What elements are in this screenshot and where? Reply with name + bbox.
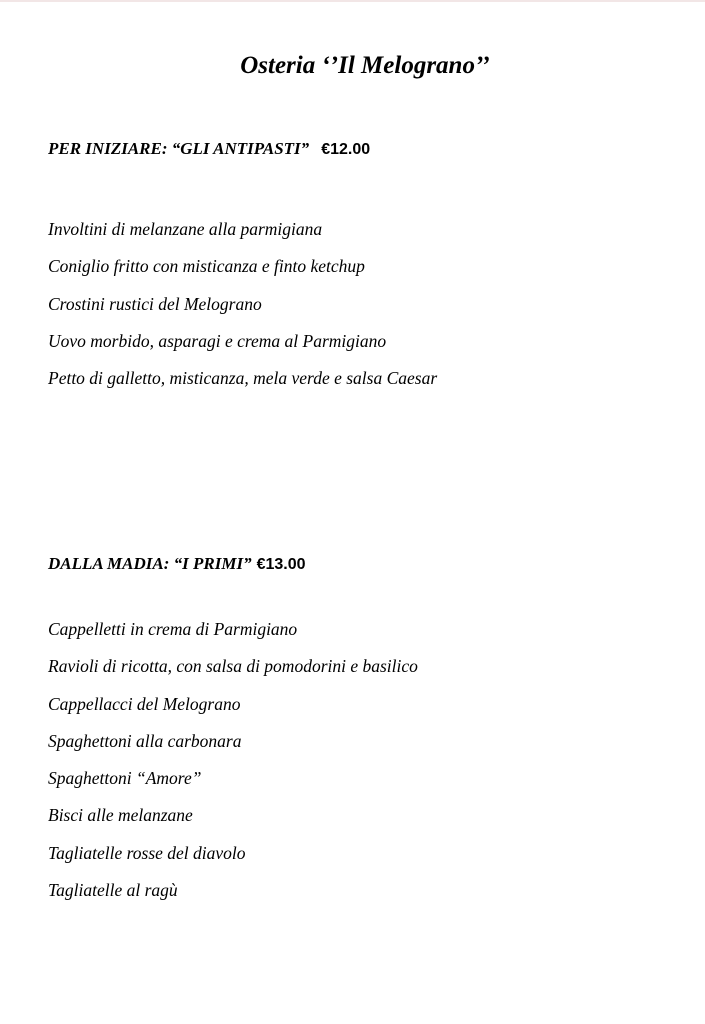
antipasti-item: Petto di galletto, misticanza, mela verde e salsa Caesar (48, 368, 438, 389)
antipasti-price: €12.00 (321, 141, 371, 158)
antipasti-heading-text: PER INIZIARE: “GLI ANTIPASTI” (48, 139, 310, 158)
primi-heading-text: DALLA MADIA: “I PRIMI” (48, 554, 252, 573)
primi-heading (48, 554, 306, 574)
top-divider (0, 0, 705, 2)
antipasti-item: Involtini di melanzane alla parmigiana (48, 219, 323, 239)
primi-item: Tagliatelle al ragù (48, 880, 178, 901)
primi-item: Cappellacci del Melograno (48, 693, 241, 714)
primi-price: €13.00 (256, 556, 306, 573)
primi-item: Bisci alle melanzane (48, 805, 193, 826)
primi-list (48, 619, 418, 917)
restaurant-title: Osteria ‘’Il Melograno’’ (240, 52, 490, 79)
antipasti-item: Crostini rustici del Melograno (48, 293, 262, 314)
primi-item: Spaghettoni alla carbonara (48, 730, 242, 751)
primi-item: Spaghettoni “Amore” (48, 768, 202, 789)
primi-item: Cappelletti in crema di Parmigiano (48, 619, 298, 639)
antipasti-item: Coniglio fritto con misticanza e finto ketchup (48, 256, 365, 277)
primi-item: Ravioli di ricotta, con salsa di pomodorini e basilico (48, 656, 418, 677)
antipasti-list (48, 219, 437, 405)
antipasti-item: Uovo morbido, asparagi e crema al Parmigiano (48, 330, 387, 351)
primi-item: Tagliatelle rosse del diavolo (48, 842, 246, 863)
antipasti-heading (48, 139, 370, 159)
